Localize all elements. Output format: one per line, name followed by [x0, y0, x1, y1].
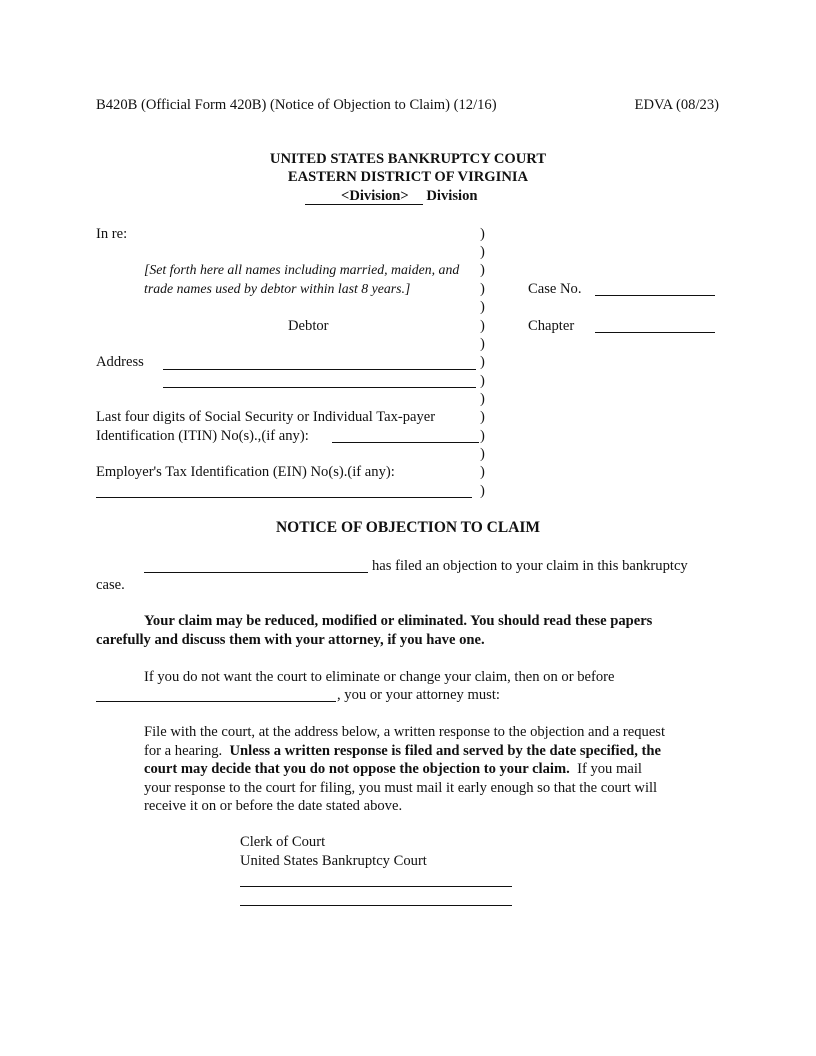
- paren: ): [480, 464, 485, 480]
- ssn-label-1: Last four digits of Social Security or Individual Tax-payer: [96, 409, 436, 425]
- ssn-input-line[interactable]: [332, 442, 479, 443]
- paren: ): [480, 318, 485, 334]
- file-bold-warning: Unless a written response is filed and served by the date specified, the court may decide that you do not oppose the objection to your claim.: [144, 742, 661, 777]
- clerk-line-2: United States Bankruptcy Court: [240, 853, 427, 869]
- chapter-input-line[interactable]: [595, 332, 715, 333]
- paren: ): [480, 226, 485, 242]
- deadline-line-1: If you do not want the court to eliminate or change your claim, then on or before: [144, 669, 615, 685]
- case-no-label: Case No.: [528, 281, 582, 297]
- paren: ): [480, 244, 485, 260]
- paren: ): [480, 336, 485, 352]
- paren: ): [480, 262, 485, 278]
- ssn-label-2: Identification (ITIN) No(s).,(if any):: [96, 428, 309, 444]
- paren: ): [480, 354, 485, 370]
- division-line: [305, 187, 477, 205]
- division-placeholder[interactable]: <Division>: [305, 188, 423, 205]
- objector-name-line[interactable]: [144, 572, 368, 573]
- deadline-date-line[interactable]: [96, 701, 336, 702]
- filed-text: has filed an objection to your claim in this bankruptcy: [372, 558, 688, 574]
- ein-input-line[interactable]: [96, 497, 472, 498]
- paren: ): [480, 373, 485, 389]
- paren: ): [480, 281, 485, 297]
- form-id: B420B (Official Form 420B) (Notice of Objection to Claim) (12/16): [96, 97, 497, 113]
- warning-line-1: Your claim may be reduced, modified or eliminated. You should read these papers: [144, 613, 653, 629]
- debtor-label: Debtor: [288, 318, 329, 334]
- division-word: Division: [426, 188, 478, 204]
- address-line-2[interactable]: [163, 387, 476, 388]
- paren: ): [480, 299, 485, 315]
- filed-text-cont: case.: [96, 577, 125, 593]
- paren: ): [480, 391, 485, 407]
- case-no-input-line[interactable]: [595, 295, 715, 296]
- names-instruction-2: trade names used by debtor within last 8 years.]: [144, 281, 411, 296]
- clerk-address-line-1[interactable]: [240, 886, 512, 887]
- file-response-paragraph: [144, 723, 672, 816]
- names-instruction-1: [Set forth here all names including married, maiden, and: [144, 262, 460, 277]
- clerk-line-1: Clerk of Court: [240, 834, 326, 850]
- file-sentence-3: If you mail your response to the court for filing, you must mail it early enough so that the court will receive it on or before the date stated above.: [144, 761, 658, 814]
- district-code: EDVA (08/23): [634, 97, 719, 113]
- paren: ): [480, 428, 485, 444]
- clerk-address-line-2[interactable]: [240, 905, 512, 906]
- file-sentence-1: File with the court, at the address below, a written response to the objection and a request for a hearing.: [144, 724, 666, 759]
- court-district: EASTERN DISTRICT OF VIRGINIA: [287, 169, 529, 185]
- in-re-label: In re:: [96, 226, 128, 242]
- address-label: Address: [96, 354, 144, 370]
- paren: ): [480, 446, 485, 462]
- address-line-1[interactable]: [163, 369, 476, 370]
- court-name: UNITED STATES BANKRUPTCY COURT: [269, 151, 547, 167]
- chapter-label: Chapter: [528, 318, 575, 334]
- deadline-line-2: , you or your attorney must:: [337, 687, 500, 703]
- ein-label: Employer's Tax Identification (EIN) No(s).(if any):: [96, 464, 395, 480]
- warning-line-2: carefully and discuss them with your attorney, if you have one.: [96, 632, 485, 648]
- paren: ): [480, 483, 485, 499]
- paren: ): [480, 409, 485, 425]
- notice-title: NOTICE OF OBJECTION TO CLAIM: [275, 519, 541, 536]
